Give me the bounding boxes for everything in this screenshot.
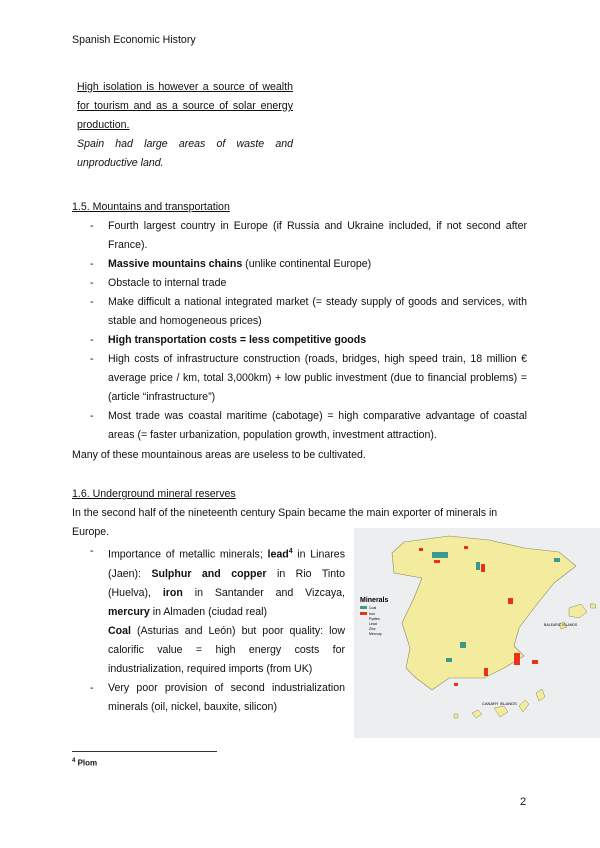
running-header: Spanish Economic History xyxy=(72,34,196,46)
svg-text:Lead: Lead xyxy=(369,622,377,626)
coal-paragraph: Coal (Asturias and León) but poor quality: low calorific value = high energy costs for industrialization, required imports (from UK) xyxy=(108,624,345,675)
list-item: - Very poor provision of second industrialization minerals (oil, nickel, bauxite, silicon) xyxy=(90,679,345,717)
paragraph: Many of these mountainous areas are useless to be cultivated. xyxy=(72,449,366,461)
balearic-label: BALEARIC ISLANDS xyxy=(544,623,578,627)
list-item: - High costs of infrastructure construction (roads, bridges, high speed train, 18 million € average price / km, total 3,000km) + low public investment (due to financial problems) = (article “infrastructure”) xyxy=(90,350,527,407)
section-heading-1-5: 1.5. Mountains and transportation xyxy=(72,201,230,213)
section-1-6-list xyxy=(90,542,345,717)
svg-text:Pyrites: Pyrites xyxy=(369,617,380,621)
map-legend-title: Minerals xyxy=(360,597,389,604)
spain-minerals-map xyxy=(354,528,600,738)
footnote-separator xyxy=(72,751,217,752)
canary-label: CANARY ISLANDS xyxy=(482,701,517,706)
callout-line: High isolation is however a source of wealth xyxy=(77,81,293,93)
svg-text:Mercury: Mercury xyxy=(369,632,382,636)
section-heading-1-6: 1.6. Underground mineral reserves xyxy=(72,488,236,500)
list-item: - Most trade was coastal maritime (cabotage) = high comparative advantage of coastal areas (= faster urbanization, population growth, investment attraction). xyxy=(90,407,527,445)
callout-line: Spain had large areas of waste and xyxy=(77,138,293,150)
svg-text:Iron: Iron xyxy=(369,612,376,616)
list-item: - Fourth largest country in Europe (if Russia and Ukraine included, if not second after France). xyxy=(90,217,527,255)
svg-text:Coal: Coal xyxy=(369,606,377,610)
list-item: - Importance of metallic minerals; lead$^4$ in Linares (Jaen): Sulphur and copper in Rio Tinto (Huelva), iron in Santander and Vizcaya, mercury in Almaden (ciudad real) Coal (Asturias and León) but poor quality: low calorific value = high energy costs for industrialization, required imports (from UK) xyxy=(90,542,345,679)
section-1-5-list xyxy=(90,217,527,445)
list-item: - Massive mountains chains (unlike continental Europe) xyxy=(90,255,527,274)
page-number: 2 xyxy=(520,796,527,808)
svg-text:Zinc: Zinc xyxy=(369,627,376,631)
footnote: $^4$ Plom xyxy=(72,758,98,768)
list-item: - Obstacle to internal trade xyxy=(90,274,527,293)
list-item: - Make difficult a national integrated market (= steady supply of goods and services, with stable and homogeneous prices) xyxy=(90,293,527,331)
callout-box xyxy=(77,78,293,173)
paragraph: In the second half of the nineteenth century Spain became the main exporter of minerals in Europe. xyxy=(72,507,498,538)
callout-line: for tourism and as a source of solar energy xyxy=(77,100,293,112)
list-item: - High transportation costs = less competitive goods xyxy=(90,331,527,350)
callout-line: unproductive land. xyxy=(77,157,164,169)
callout-line: production. xyxy=(77,119,130,131)
